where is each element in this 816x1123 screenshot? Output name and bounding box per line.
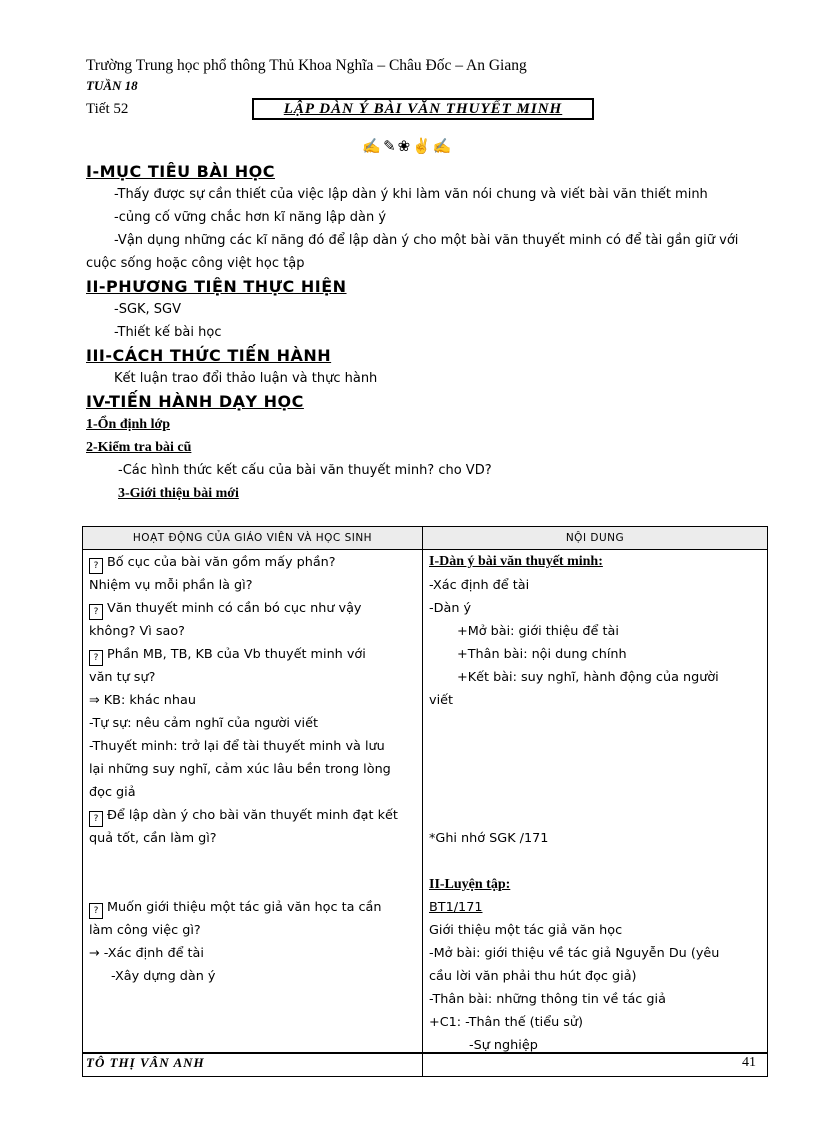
content-heading-outline: I-Dàn ý bài văn thuyết minh: (429, 554, 603, 569)
section-1-line: -củng cố vững chắc hơn kĩ năng lập dàn ý (114, 210, 387, 225)
activity-line: ? Để lập dàn ý cho bài văn thuyết minh đạt kết (89, 808, 398, 827)
activity-line: → -Xác định để tài (89, 946, 204, 961)
ornament-row: ✍✎❀✌✍ (362, 137, 454, 155)
section-1-heading: I-MỤC TIÊU BÀI HỌC (86, 162, 276, 181)
subsection-stabilize-class: 1-Ổn định lớp (86, 417, 171, 432)
section-1-line: cuộc sống hoặc công việt học tập (86, 256, 305, 271)
question-icon: ? (89, 650, 103, 666)
content-cell (423, 550, 768, 1077)
old-lesson-question: -Các hình thức kết cấu của bài văn thuyết minh? cho VD? (118, 463, 492, 478)
content-line: -Mở bài: giới thiệu về tác giả Nguyễn Du (yêu (429, 946, 720, 961)
activity-line: ? Văn thuyết minh có cần bó cục như vậy (89, 601, 362, 620)
activity-line: ⇒ KB: khác nhau (89, 693, 196, 708)
section-2-line: -Thiết kế bài học (114, 325, 222, 340)
column-header-content: NỘI DUNG (423, 527, 768, 550)
question-icon: ? (89, 558, 103, 574)
question-icon: ? (89, 811, 103, 827)
activity-line: Nhiệm vụ mỗi phần là gì? (89, 578, 253, 593)
section-3-heading: III-CÁCH THỨC TIẾN HÀNH (86, 346, 332, 365)
content-heading-practice: II-Luyện tập: (429, 877, 511, 892)
content-exercise-label: BT1/171 (429, 900, 483, 915)
week-label: TUẦN 18 (86, 78, 138, 93)
content-line: Giới thiệu một tác giả văn học (429, 923, 623, 938)
author-name: TÔ THỊ VÂN ANH (86, 1055, 205, 1070)
activity-line: làm công việc gì? (89, 923, 201, 938)
question-icon: ? (89, 903, 103, 919)
section-2-heading: II-PHƯƠNG TIỆN THỰC HIỆN (86, 277, 347, 296)
section-2-line: -SGK, SGV (114, 302, 182, 317)
activity-line: văn tự sự? (89, 670, 156, 685)
content-line: -Thân bài: những thông tin về tác giả (429, 992, 666, 1007)
lesson-table (82, 526, 768, 1077)
activity-line: không? Vì sao? (89, 624, 185, 639)
subsection-check-old-lesson: 2-Kiểm tra bài cũ (86, 440, 192, 455)
content-line: -Sự nghiệp (469, 1038, 538, 1053)
content-line: +Thân bài: nội dung chính (457, 647, 627, 662)
section-1-line: -Thấy được sự cần thiết của việc lập dàn ý khi làm văn nói chung và viết bài văn thiết minh (114, 187, 708, 202)
activity-line: -Thuyết minh: trở lại để tài thuyết minh và lưu (89, 739, 385, 754)
content-line: +Mở bài: giới thiệu để tài (457, 624, 619, 639)
activity-line: ? Bố cục của bài văn gồm mấy phần? (89, 555, 336, 574)
activity-line: ? Phần MB, TB, KB của Vb thuyết minh với (89, 647, 366, 666)
content-line: viết (429, 693, 454, 708)
content-line: +Kết bài: suy nghĩ, hành động của người (457, 670, 719, 685)
activity-line: lại những suy nghĩ, cảm xúc lâu bền trong lòng (89, 762, 391, 777)
activity-line: ? Muốn giới thiệu một tác giả văn học ta cần (89, 900, 382, 919)
content-line: +C1: -Thân thế (tiểu sử) (429, 1015, 584, 1030)
column-header-activities: HOẠT ĐỘNG CỦA GIÁO VIÊN VÀ HỌC SINH (83, 527, 423, 550)
content-line: cầu lời văn phải thu hút đọc giả) (429, 969, 637, 984)
section-1-line: -Vận dụng những các kĩ năng đó để lập dàn ý cho một bài văn thuyết minh có để tài gần giữ với (114, 233, 739, 248)
subsection-new-lesson: 3-Giới thiệu bài mới (118, 486, 239, 501)
activity-line: quả tốt, cần làm gì? (89, 831, 217, 846)
section-3-line: Kết luận trao đổi thảo luận và thực hành (114, 371, 378, 386)
lesson-title: LẬP DÀN Ý BÀI VĂN THUYẾT MINH (252, 98, 594, 120)
page-number: 41 (742, 1055, 756, 1070)
content-line: -Xác định để tài (429, 578, 530, 593)
footer-divider (82, 1052, 768, 1054)
school-name: Trường Trung học phổ thông Thủ Khoa Nghĩa – Châu Đốc – An Giang (86, 57, 527, 74)
section-4-heading: IV-TIẾN HÀNH DẠY HỌC (86, 392, 304, 411)
content-line: *Ghi nhớ SGK /171 (429, 831, 549, 846)
period-label: Tiết 52 (86, 101, 129, 117)
activity-line: -Tự sự: nêu cảm nghĩ của người viết (89, 716, 319, 731)
activities-cell (83, 550, 423, 1077)
activity-line: -Xây dựng dàn ý (111, 969, 216, 984)
activity-line: đọc giả (89, 785, 136, 800)
question-icon: ? (89, 604, 103, 620)
content-line: -Dàn ý (429, 601, 472, 616)
